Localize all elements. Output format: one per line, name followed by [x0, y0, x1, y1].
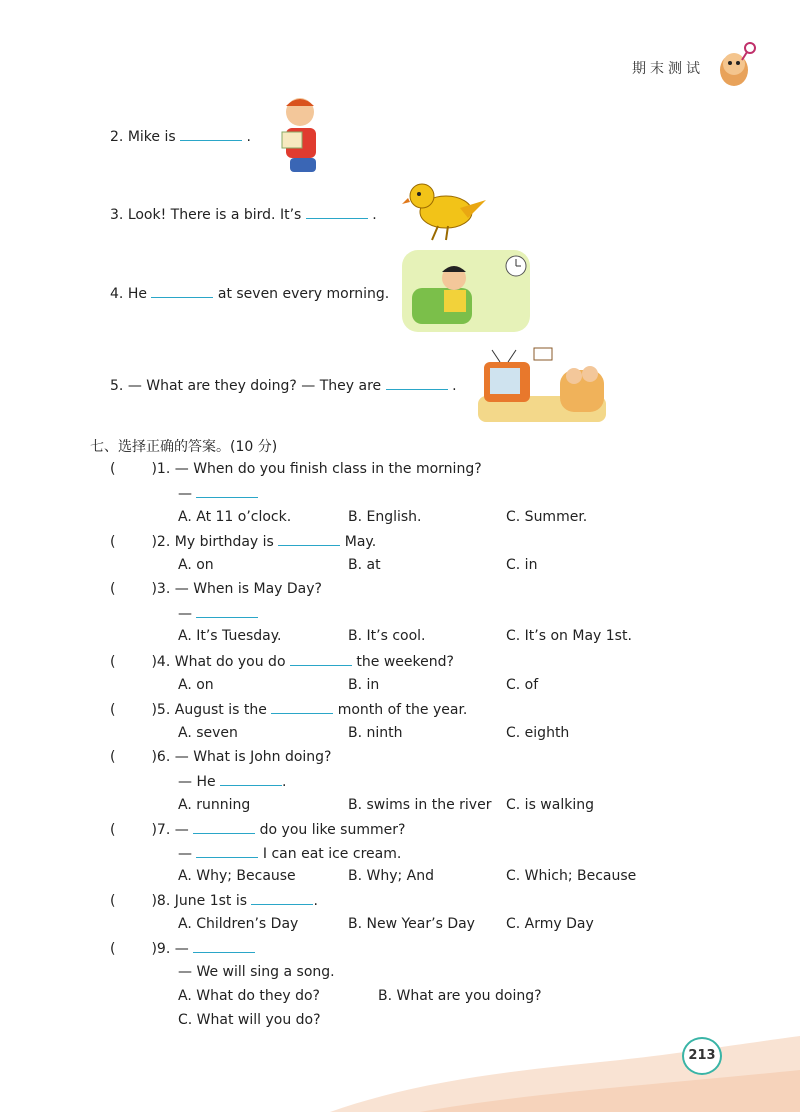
option-a[interactable]: A. seven: [178, 725, 238, 741]
page-number: 213: [682, 1037, 722, 1075]
question-5: ( )5. August is the month of the year.: [110, 702, 468, 718]
option-c[interactable]: C. Summer.: [506, 509, 588, 525]
watching-tv-icon: [478, 346, 606, 422]
option-a[interactable]: A. What do they do?: [178, 988, 320, 1004]
option-b[interactable]: B. New Year’s Day: [348, 916, 475, 932]
question-4: ( )4. What do you do the weekend?: [110, 654, 454, 670]
answer-blank[interactable]: [306, 206, 368, 219]
option-b[interactable]: B. ninth: [348, 725, 403, 741]
bird-icon: [402, 178, 486, 242]
answer-blank[interactable]: [251, 892, 313, 905]
question-1: ( )1. — When do you finish class in the morning?: [110, 461, 482, 477]
option-c[interactable]: C. is walking: [506, 797, 594, 813]
answer-blank[interactable]: [196, 845, 258, 858]
option-b[interactable]: B. What are you doing?: [378, 988, 542, 1004]
answer-blank[interactable]: [193, 940, 255, 953]
option-c[interactable]: C. eighth: [506, 725, 570, 741]
question-3-line2: —: [178, 605, 258, 622]
item-4: 4. He at seven every morning.: [110, 286, 390, 302]
option-b[interactable]: B. English.: [348, 509, 422, 525]
footer-wave: [0, 1030, 800, 1112]
answer-blank[interactable]: [220, 773, 282, 786]
option-a[interactable]: A. Children’s Day: [178, 916, 299, 932]
option-c[interactable]: C. in: [506, 557, 538, 573]
option-c[interactable]: C. Which; Because: [506, 868, 637, 884]
answer-blank[interactable]: [290, 653, 352, 666]
option-c[interactable]: C. of: [506, 677, 539, 693]
item-3: 3. Look! There is a bird. It’s .: [110, 207, 377, 223]
option-b[interactable]: B. Why; And: [348, 868, 435, 884]
option-b[interactable]: B. in: [348, 677, 380, 693]
answer-blank[interactable]: [271, 701, 333, 714]
answer-blank[interactable]: [196, 485, 258, 498]
option-a[interactable]: A. At 11 o’clock.: [178, 509, 292, 525]
section-title: 七、选择正确的答案。(10 分): [90, 439, 278, 455]
item-5: 5. — What are they doing? — They are .: [110, 378, 457, 394]
answer-blank[interactable]: [196, 605, 258, 618]
option-c[interactable]: C. It’s on May 1st.: [506, 628, 632, 644]
option-a[interactable]: A. on: [178, 677, 214, 693]
answer-blank[interactable]: [151, 285, 213, 298]
option-a[interactable]: A. Why; Because: [178, 868, 296, 884]
option-b[interactable]: B. swims in the river: [348, 797, 492, 813]
question-1-line2: —: [178, 485, 258, 502]
question-9: ( )9. —: [110, 940, 255, 957]
question-7-line2: — I can eat ice cream.: [178, 846, 402, 862]
question-8: ( )8. June 1st is .: [110, 893, 318, 909]
boy-waking-icon: [402, 250, 530, 332]
option-b[interactable]: B. It’s cool.: [348, 628, 426, 644]
question-6-line2: — He .: [178, 774, 287, 790]
option-c[interactable]: C. What will you do?: [178, 1012, 321, 1028]
header-title: 期末测试: [632, 61, 704, 77]
option-a[interactable]: A. running: [178, 797, 251, 813]
option-c[interactable]: C. Army Day: [506, 916, 594, 932]
answer-blank[interactable]: [386, 377, 448, 390]
option-a[interactable]: A. It’s Tuesday.: [178, 628, 282, 644]
question-9-line2: — We will sing a song.: [178, 964, 335, 980]
question-7: ( )7. — do you like summer?: [110, 822, 406, 838]
answer-blank[interactable]: [278, 533, 340, 546]
option-a[interactable]: A. on: [178, 557, 214, 573]
question-6: ( )6. — What is John doing?: [110, 749, 332, 765]
answer-blank[interactable]: [180, 128, 242, 141]
question-2: ( )2. My birthday is May.: [110, 534, 377, 550]
mascot-icon: [712, 40, 758, 90]
item-2: 2. Mike is .: [110, 129, 251, 145]
option-b[interactable]: B. at: [348, 557, 381, 573]
answer-blank[interactable]: [193, 821, 255, 834]
question-3: ( )3. — When is May Day?: [110, 581, 322, 597]
boy-reading-icon: [272, 92, 328, 178]
